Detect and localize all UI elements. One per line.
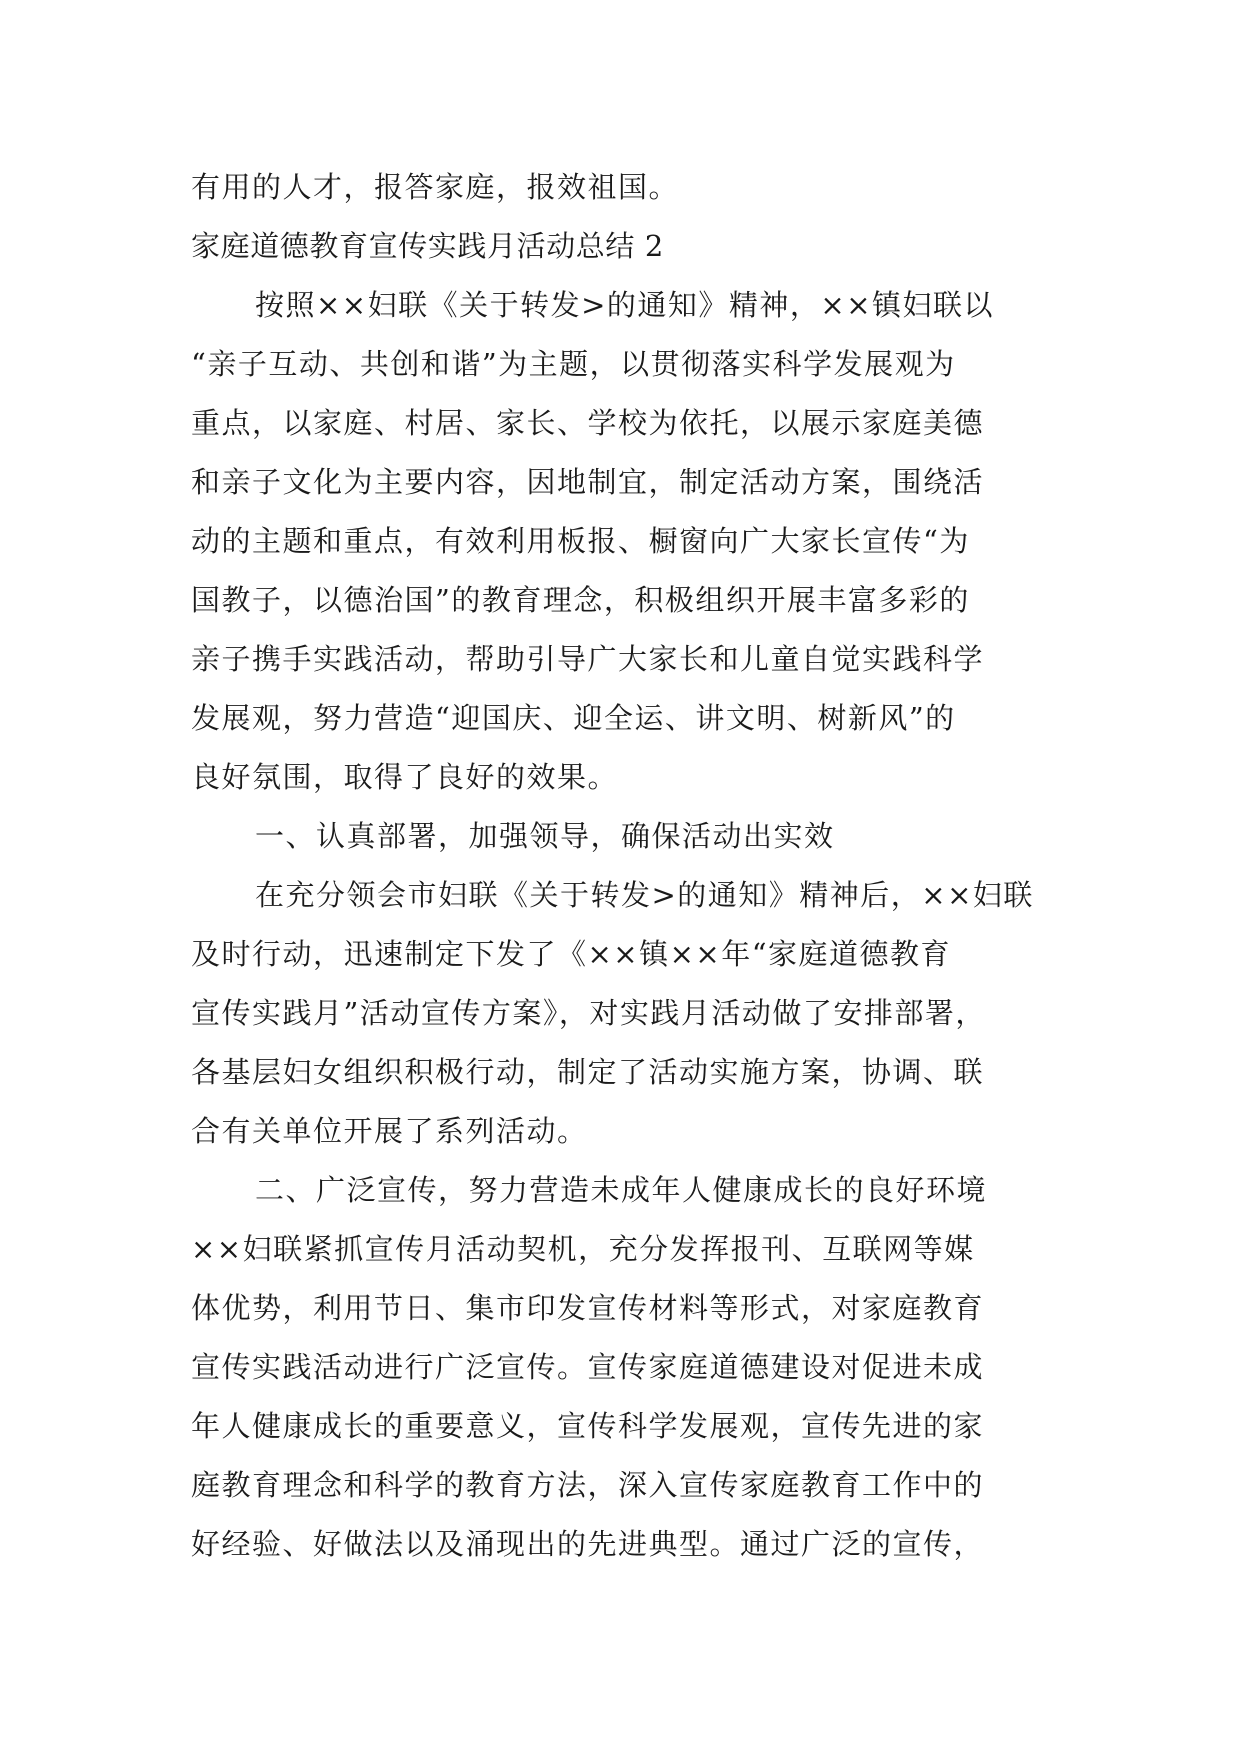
paragraph-line: 合有关单位开展了系列活动。 [191,1114,588,1148]
paragraph-line: 动的主题和重点，有效利用板报、橱窗向广大家长宣传“为 [191,524,970,558]
paragraph-line: 良好氛围，取得了良好的效果。 [191,760,619,794]
paragraph-line: 年人健康成长的重要意义，宣传科学发展观，宣传先进的家 [191,1409,985,1443]
paragraph-line: “亲子互动、共创和谐”为主题，以贯彻落实科学发展观为 [191,347,956,381]
paragraph-line: 宣传实践月”活动宣传方案》，对实践月活动做了安排部署， [191,996,986,1030]
paragraph-line: 国教子，以德治国”的教育理念，积极组织开展丰富多彩的 [191,583,970,617]
subheading: 一、认真部署，加强领导，确保活动出实效 [255,819,835,853]
paragraph-line: 各基层妇女组织积极行动，制定了活动实施方案，协调、联 [191,1055,985,1089]
paragraph-line: 和亲子文化为主要内容，因地制宜，制定活动方案，围绕活 [191,465,985,499]
section-title: 家庭道德教育宣传实践月活动总结 2 [191,229,664,263]
paragraph-line: 亲子携手实践活动，帮助引导广大家长和儿童自觉实践科学 [191,642,985,676]
paragraph-line: 宣传实践活动进行广泛宣传。宣传家庭道德建设对促进未成 [191,1350,985,1384]
subheading: 二、广泛宣传，努力营造未成年人健康成长的良好环境 [255,1173,988,1207]
paragraph-line: 好经验、好做法以及涌现出的先进典型。通过广泛的宣传， [191,1527,985,1561]
paragraph-line: ××妇联紧抓宣传月活动契机，充分发挥报刊、互联网等媒 [191,1232,975,1266]
paragraph-line: 重点，以家庭、村居、家长、学校为依托，以展示家庭美德 [191,406,985,440]
paragraph-line: 庭教育理念和科学的教育方法，深入宣传家庭教育工作中的 [191,1468,985,1502]
paragraph-line: 按照××妇联《关于转发>的通知》精神，××镇妇联以 [255,288,994,322]
paragraph-line: 发展观，努力营造“迎国庆、迎全运、讲文明、树新风”的 [191,701,956,735]
paragraph-line: 及时行动，迅速制定下发了《××镇××年“家庭道德教育 [191,937,952,971]
text-line-continuation: 有用的人才，报答家庭，报效祖国。 [191,170,680,204]
paragraph-line: 在充分领会市妇联《关于转发>的通知》精神后，××妇联 [255,878,1034,912]
document-body [191,158,1061,1574]
paragraph-line: 体优势，利用节日、集市印发宣传材料等形式，对家庭教育 [191,1291,985,1325]
